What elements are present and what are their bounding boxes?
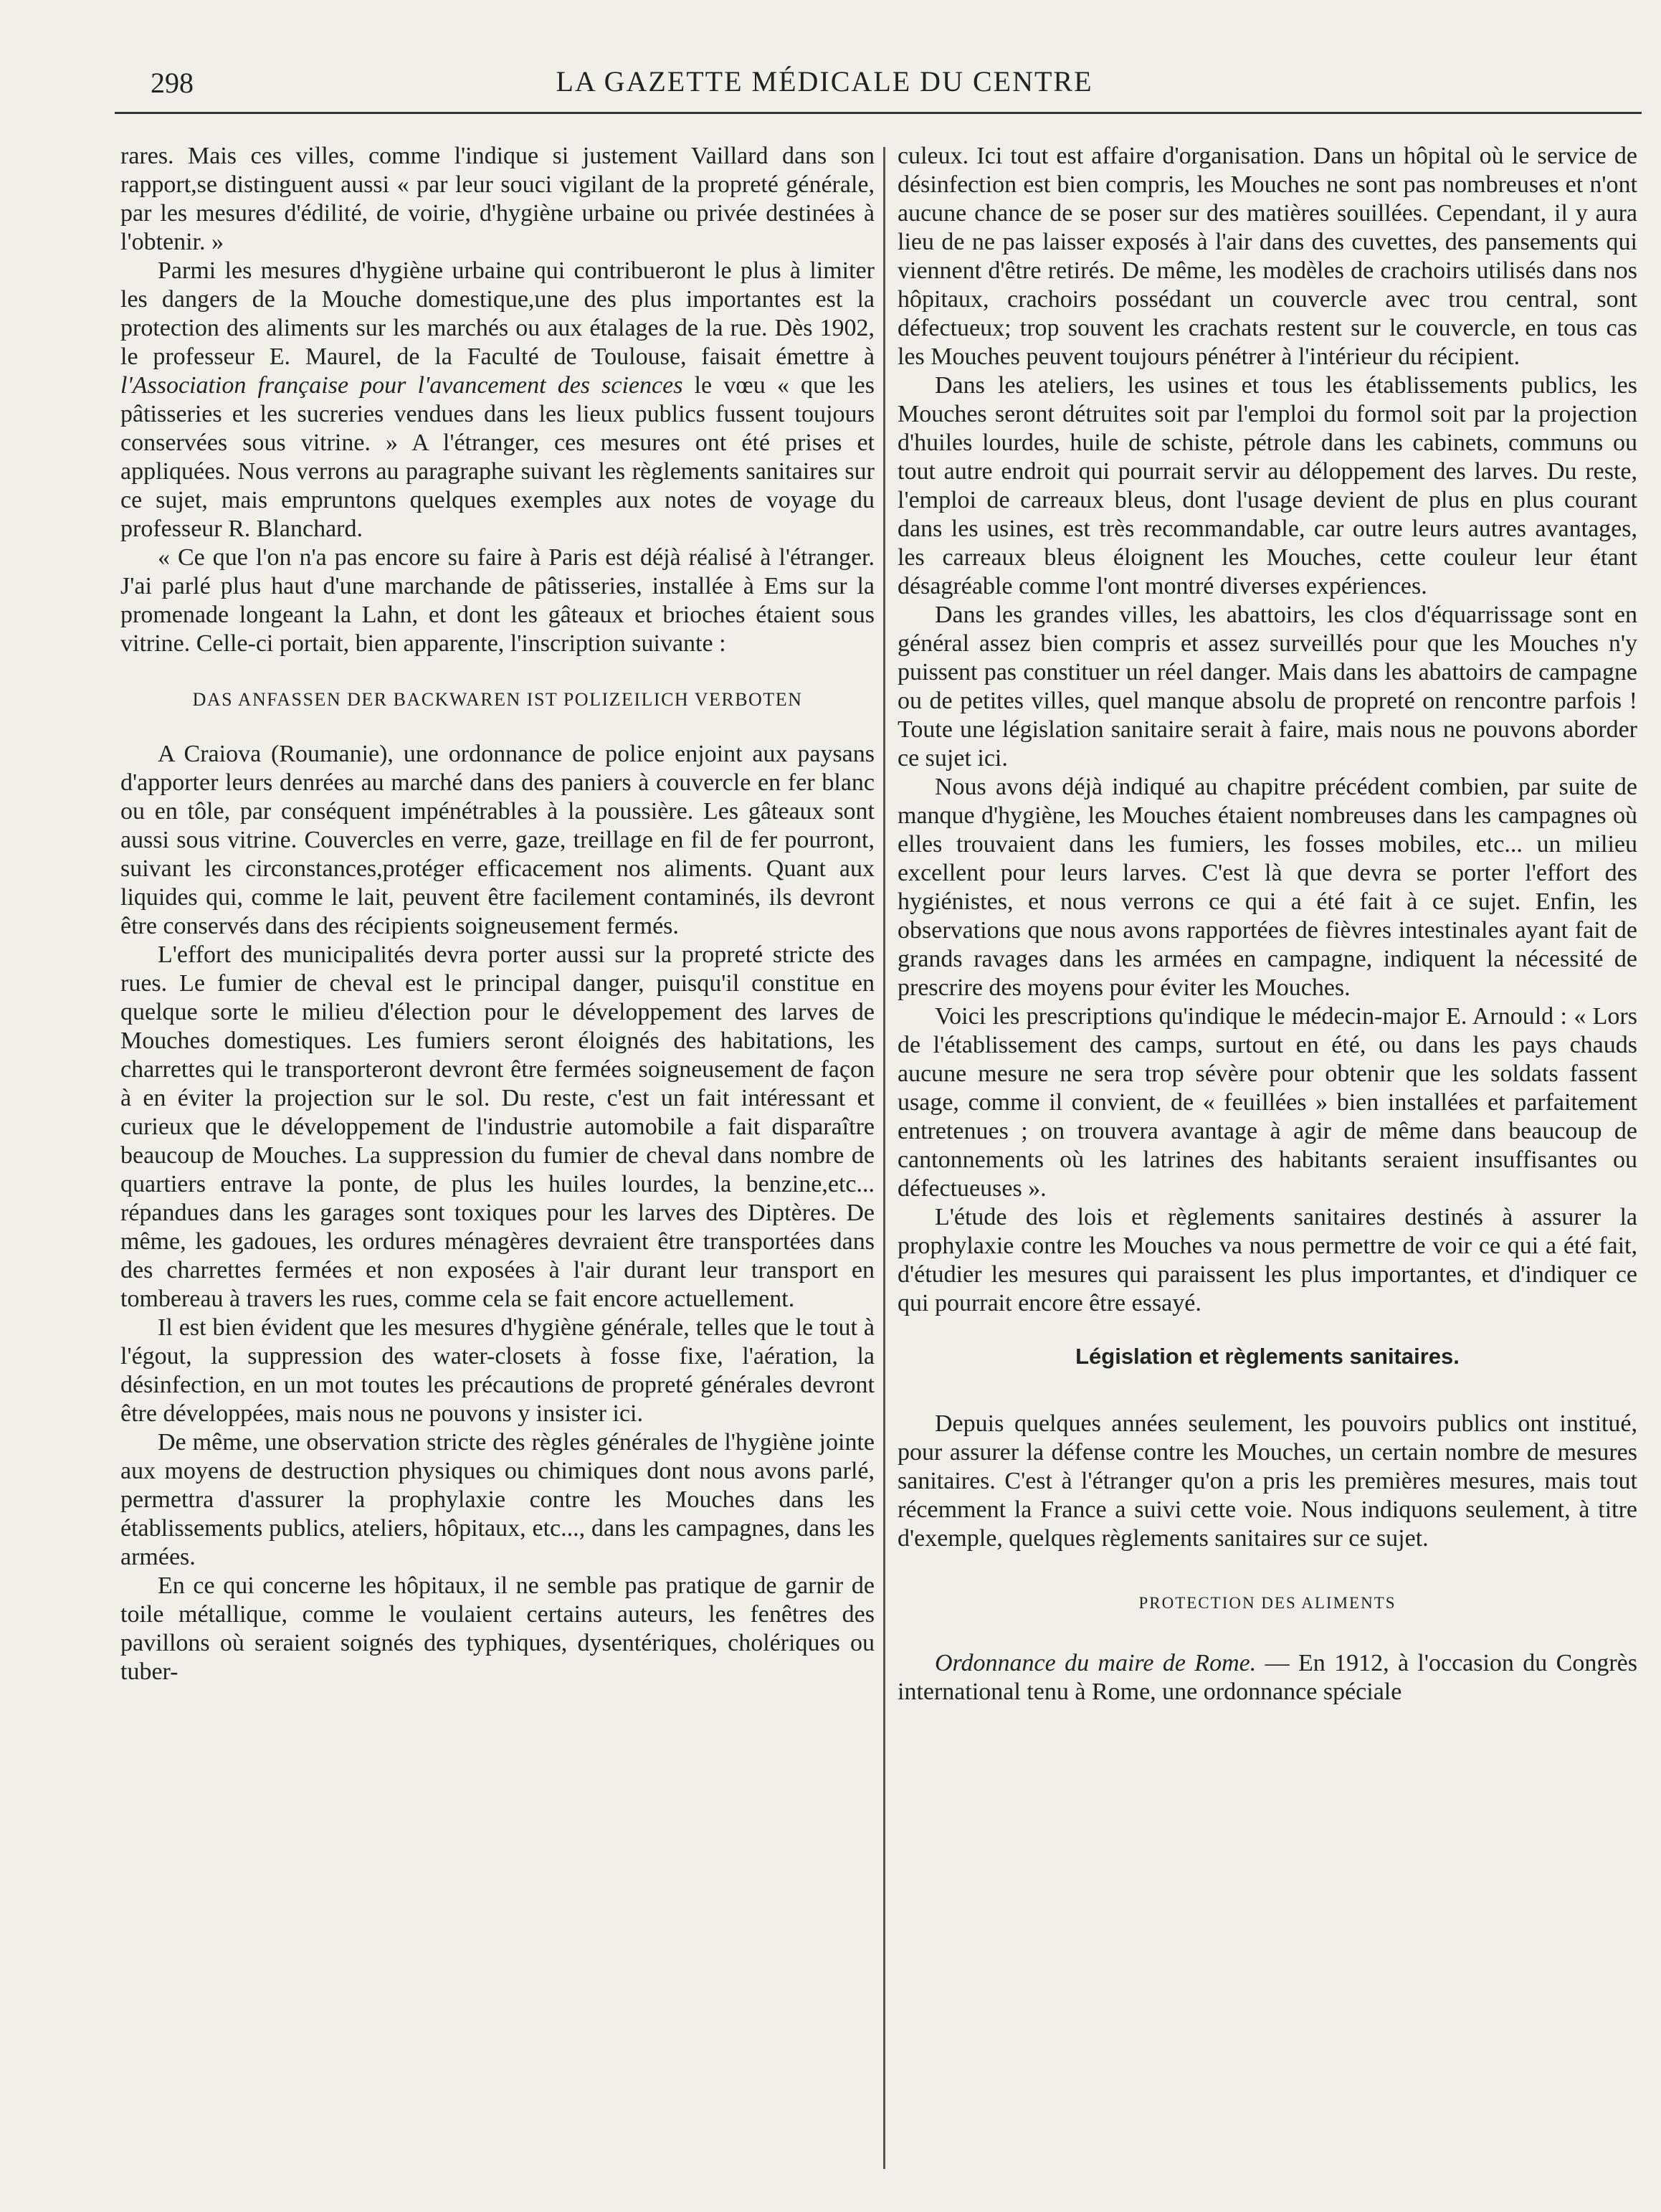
paragraph: L'effort des municipalités devra porter aussi sur la propreté stricte des rues. Le fumier de cheval est le principal danger, puisqu'il constitue en quelque sorte le milieu d'élection pour le développement des larves de Mouches domestiques. Les fumiers seront éloignés des habitations, les charrettes qui le transporteront devront être fermées soigneusement de façon à en éviter la projection sur le sol. Du reste, c'est un fait intéressant et curieux que le développement de l'industrie automobile a fait disparaître beaucoup de Mouches. La suppression du fumier de cheval dans nombre de quartiers entrave la ponte, de plus les huiles lourdes, la benzine,etc... répandues dans les garages sont toxiques pour les larves des Diptères. De même, les gadoues, les ordures ménagères devraient être transportées dans des charrettes fermées et non exposées à l'air durant leur transport en tombereau à travers les rues, comme cela se fait encore actuellement.	[120, 941, 875, 1312]
italic-reference: Ordonnance du maire de Rome.	[935, 1650, 1257, 1676]
paragraph: « Ce que l'on n'a pas encore su faire à Paris est déjà réalisé à l'étranger. J'ai parlé plus haut d'une marchande de pâtisseries, installée à Ems sur la promenade longeant la Lahn, et dont les gâteaux et brioches étaient sous vitrine. Celle-ci portait, bien apparente, l'inscription suivante :	[120, 544, 875, 657]
paragraph: En ce qui concerne les hôpitaux, il ne semble pas pratique de garnir de toile métallique, comme le voulaient certains auteurs, les fenêtres des pavillons où seraient soignés des typhiques, dysentériques, cholériques ou tuber-	[120, 1572, 875, 1685]
paragraph: L'étude des lois et règlements sanitaires destinés à assurer la prophylaxie contre les Mouches va nous permettre de voir ce qui a été fait, d'étudier les mesures qui paraissent les plus importantes, et d'indiquer ce qui pourrait encore être essayé.	[898, 1204, 1637, 1316]
italic-reference: l'Association française pour l'avancement des sciences	[120, 372, 683, 399]
paragraph: Parmi les mesures d'hygiène urbaine qui contribueront le plus à limiter les dangers de la Mouche domestique,une des plus importantes est la protection des aliments sur les marchés ou aux étalages de la rue. Dès 1902, le professeur E. Maurel, de la Faculté de Toulouse, faisait émettre à l'Association française pour l'avancement des sciences le vœu « que les pâtisseries et les sucreries vendues dans les lieux publics fussent toujours conservées sous vitrine. » A l'étranger, ces mesures ont été prises et appliquées. Nous verrons au paragraphe suivant les règlements sanitaires sur ce sujet, mais empruntons quelques exemples aux notes de voyage du professeur R. Blanchard.	[120, 257, 875, 542]
journal-title: LA GAZETTE MÉDICALE DU CENTRE	[556, 65, 1093, 98]
section-heading: Législation et règlements sanitaires.	[1075, 1344, 1460, 1369]
paragraph: A Craiova (Roumanie), une ordonnance de police enjoint aux paysans d'apporter leurs denrées au marché dans des paniers à couvercle en fer blanc ou en tôle, par conséquent impénétrables à la poussière. Les gâteaux sont aussi sous vitrine. Couvercles en verre, gaze, treillage en fil de fer pourront, suivant les circonstances,protéger efficacement nos aliments. Quant aux liquides qui, comme le lait, peuvent être facilement contaminés, ils devront être conservés dans des récipients soigneusement fermés.	[120, 741, 875, 939]
subsection-heading: PROTECTION DES ALIMENTS	[1138, 1594, 1396, 1612]
paragraph: Dans les grandes villes, les abattoirs, les clos d'équarrissage sont en général assez bien compris et assez surveillés pour que les Mouches n'y puissent pas constituer un réel danger. Mais dans les abattoirs de campagne ou de petites villes, quel manque absolu de propreté on rencontre parfois ! Toute une législation sanitaire serait à faire, mais nous ne pouvons aborder ce sujet ici.	[898, 602, 1637, 772]
running-head	[151, 59, 1498, 109]
page-number: 298	[151, 67, 194, 99]
header-rule	[115, 112, 1642, 114]
paragraph: Nous avons déjà indiqué au chapitre précédent combien, par suite de manque d'hygiène, les Mouches étaient nombreuses dans les campagnes où elles trouvaient dans les fumiers, les fosses mobiles, etc... un milieu excellent pour leurs larves. C'est là que devra se porter l'effort des hygiénistes, et nous verrons ce qui a été fait à ce sujet. Enfin, les observations que nous avons rapportées de fièvres intestinales ayant fait de grands ravages dans les armées en campagne, indiquent la nécessité de prescrire des moyens pour éviter les Mouches.	[898, 774, 1637, 1001]
left-column	[120, 142, 875, 1686]
paragraph: Il est bien évident que les mesures d'hygiène générale, telles que le tout à l'égout, la suppression des water-closets à fosse fixe, l'aération, la désinfection, en un mot toutes les précautions de propreté générales devront être développées, mais nous ne pouvons y insister ici.	[120, 1314, 875, 1427]
inscription-quote: DAS ANFASSEN DER BACKWAREN IST POLIZEILICH VERBOTEN	[192, 689, 803, 710]
paragraph: Dans les ateliers, les usines et tous les établissements publics, les Mouches seront détruites soit par l'emploi du formol soit par la projection d'huiles lourdes, huile de schiste, pétrole dans les cabinets, communs ou tout autre endroit qui pourrait servir au déloppement des larves. Du reste, l'emploi de carreaux bleus, dont l'usage devient de plus en plus courant dans les usines, est très recommandable, car outre leurs autres avantages, les carreaux bleus éloignent les Mouches, cette couleur leur étant désagréable comme l'ont montré diverses expériences.	[898, 372, 1637, 599]
paragraph: De même, une observation stricte des règles générales de l'hygiène jointe aux moyens de destruction physiques ou chimiques dont nous avons parlé, permettra d'assurer la prophylaxie contre les Mouches dans les établissements publics, ateliers, hôpitaux, etc..., dans les campagnes, dans les armées.	[120, 1429, 875, 1570]
right-column	[898, 142, 1637, 1707]
paragraph: Ordonnance du maire de Rome. — En 1912, à l'occasion du Congrès international tenu à Rome, une ordonnance spéciale	[898, 1650, 1637, 1705]
paragraph: Voici les prescriptions qu'indique le médecin-major E. Arnould : « Lors de l'établissement des camps, surtout en été, ou dans les pays chauds aucune mesure ne sera trop sévère pour obtenir que les soldats fassent usage, comme il convient, de « feuillées » bien installées et parfaitement entretenues ; on trouvera avantage à agir de même dans beaucoup de cantonnements où les latrines des habitants seraient insuffisantes ou défectueuses ».	[898, 1003, 1637, 1202]
column-divider	[883, 147, 885, 2169]
paragraph: culeux. Ici tout est affaire d'organisation. Dans un hôpital où le service de désinfection est bien compris, les Mouches ne sont pas nombreuses et n'ont aucune chance de se poser sur des matières souillées. Cependant, il y aura lieu de ne pas laisser exposés à l'air dans des cuvettes, des pansements qui viennent d'être retirés. De même, les modèles de crachoirs utilisés dans nos hôpitaux, crachoirs possédant un couvercle avec trou central, sont défectueux; trop souvent les crachats restent sur le couvercle, en tous cas les Mouches peuvent toujours pénétrer à l'intérieur du récipient.	[898, 143, 1637, 370]
paragraph: Depuis quelques années seulement, les pouvoirs publics ont institué, pour assurer la défense contre les Mouches, un certain nombre de mesures sanitaires. C'est à l'étranger qu'on a pris les premières mesures, mais tout récemment la France a suivi cette voie. Nous indiquons seulement, à titre d'exemple, quelques règlements sanitaires sur ce sujet.	[898, 1410, 1637, 1552]
paragraph: rares. Mais ces villes, comme l'indique si justement Vaillard dans son rapport,se distinguent aussi « par leur souci vigilant de la propreté générale, par les mesures d'édilité, de voirie, d'hygiène urbaine ou privée destinées à l'obtenir. »	[120, 143, 875, 255]
